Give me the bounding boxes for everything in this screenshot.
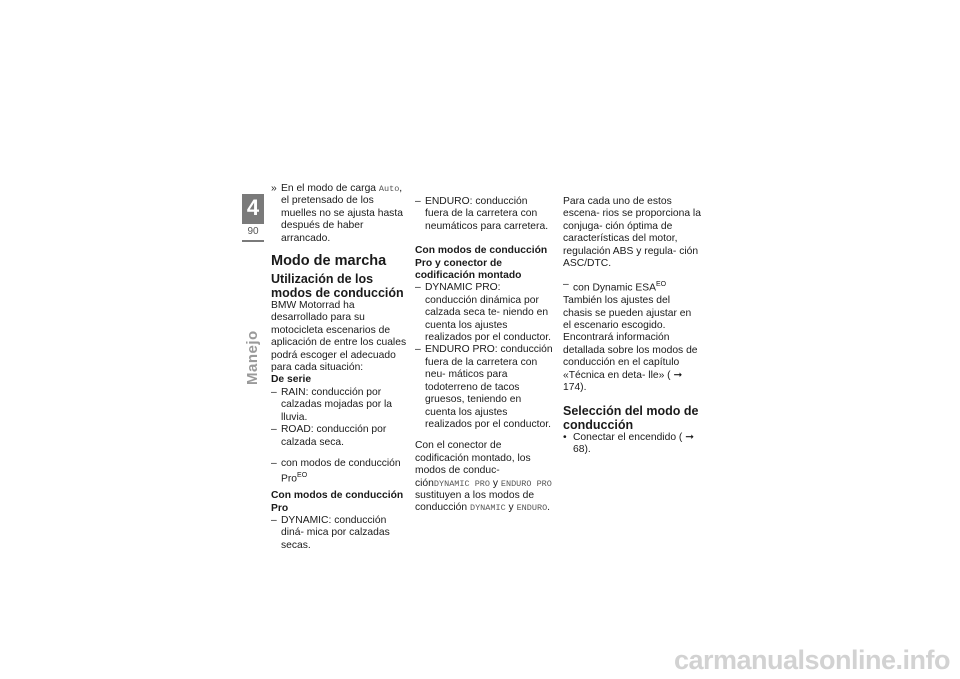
list-item-dynamic-pro: – DYNAMIC PRO: conducción dinámica por calzada seca te- niendo en cuenta los ajustes realizados por el conductor. (415, 282, 553, 344)
heading-modo-marcha: Modo de marcha (271, 253, 387, 270)
chassis-paragraph: También los ajustes del chasis se pueden ajustar en el escenario escogido. (563, 295, 692, 332)
list-item-enduro-pro: – ENDURO PRO: conducción fuera de la carretera con neu- máticos para todoterreno de tacos gruesos, teniendo en cuenta los ajustes realizados por el conductor. (415, 344, 553, 431)
heading-seleccion: Selección del modo de conducción (563, 403, 699, 432)
reference-paragraph: Encontrará información detallada sobre los modos de conducción en el capítulo «Técnica en deta- lle» ( ➞ 174). (563, 332, 698, 394)
column-2 (415, 196, 553, 515)
scenario-paragraph: Para cada uno de estos escena- rios se proporciona la conjuga- ción óptima de características del motor, regulación ABS y regula- ción ASC/DTC. (563, 196, 701, 270)
list-item-rain: – RAIN: conducción por calzadas mojadas por la lluvia. (271, 387, 409, 424)
watermark: carmanualsonline.info (673, 645, 950, 675)
chapter-number: 4 (246, 195, 260, 220)
heading-con-pro: Con modos de conducción Pro (271, 490, 404, 514)
column-3 (563, 196, 701, 456)
option-dynamic-esa: – con Dynamic $ESA^{EO}$ (563, 279, 701, 295)
intro-note: » En el modo de carga Auto, el pretensado de los muelles no se ajusta hasta después de haber arrancado. (271, 183, 409, 245)
page-number: 90 (242, 224, 264, 240)
option-pro: – con modos de conducción Pro$^{EO}$ (271, 458, 409, 486)
chapter-tab (242, 194, 264, 242)
list-item-road: – ROAD: conducción por calzada seca. (271, 424, 409, 449)
conector-paragraph: Con el conector de codificación montado, los modos de conduc- ciónDYNAMIC PRO y ENDURO PRO sustituyen a los modos de conducción DYNAMIC y ENDURO. (415, 440, 552, 514)
list-item-enduro: – ENDURO: conducción fuera de la carretera con neumáticos para carretera. (415, 196, 553, 233)
list-item-dynamic: – DYNAMIC: conducción diná- mica por calzadas secas. (271, 515, 409, 552)
intro-paragraph: BMW Motorrad ha desarrollado para su motocicleta escenarios de aplicación de entre los cuales podrá escoger el adecuado para cada situación: (271, 300, 407, 374)
heading-conector: Con modos de conducción Pro y conector de codificación montado (415, 245, 548, 282)
section-label: Manejo (244, 330, 261, 386)
column-1 (271, 183, 409, 552)
heading-utilizacion: Utilización de los modos de conducción (271, 272, 404, 301)
heading-de-serie: De serie (271, 374, 312, 386)
bullet-encendido: • Conectar el encendido ( ➞ 68). (563, 432, 701, 457)
